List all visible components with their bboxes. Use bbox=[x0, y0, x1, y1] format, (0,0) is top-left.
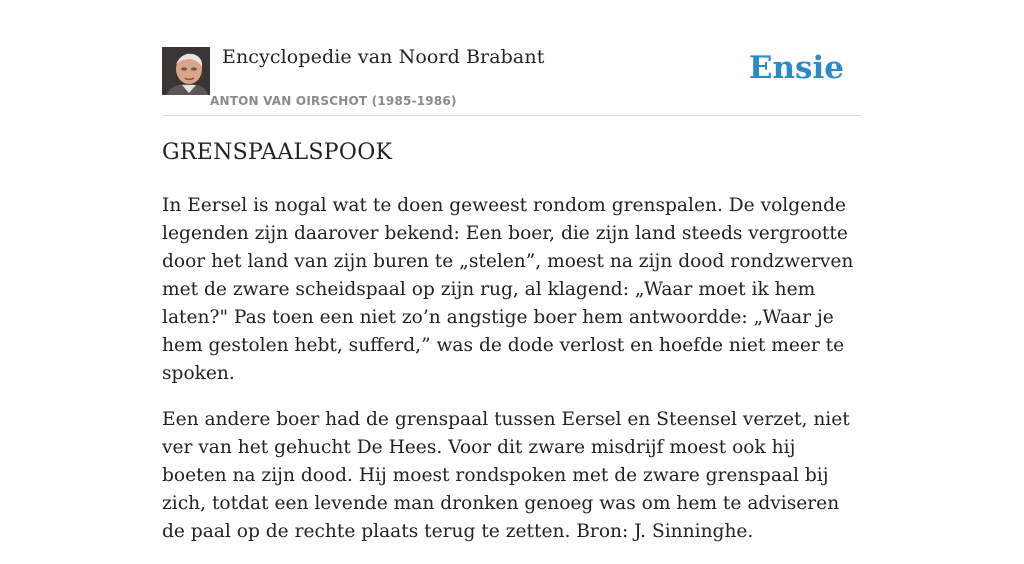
publication-title[interactable]: Encyclopedie van Noord Brabant bbox=[222, 46, 545, 68]
ensie-logo[interactable]: Ensie bbox=[748, 50, 844, 86]
article-body bbox=[162, 192, 864, 564]
author-avatar[interactable] bbox=[162, 47, 210, 95]
header bbox=[162, 44, 862, 116]
author-portrait-icon bbox=[162, 47, 210, 95]
article-title: GRENSPAALSPOOK bbox=[162, 140, 393, 165]
article-paragraph: In Eersel is nogal wat te doen geweest rondom grenspalen. De volgende legenden zijn daarover bekend: Een boer, die zijn land steeds vergrootte door het land van zijn buren te „stelen”, moest na zijn dood rondzwerven met de zware scheidspaal op zijn rug, al klagend: „Waar moet ik hem laten?" Pas toen een niet zo’n angstige boer hem antwoordde: „Waar je hem gestolen hebt, sufferd,” was de dode verlost en hoefde niet meer te spoken. bbox=[162, 195, 854, 384]
article-paragraph: Een andere boer had de grenspaal tussen Eersel en Steensel verzet, niet ver van het gehucht De Hees. Voor dit zware misdrijf moest ook hij boeten na zijn dood. Hij moest rondspoken met de zware grenspaal bij zich, totdat een levende man dronken genoeg was om hem te adviseren de paal op de rechte plaats terug te zetten. Bron: J. Sinninghe. bbox=[162, 409, 850, 542]
author-name[interactable]: ANTON VAN OIRSCHOT (1985-1986) bbox=[210, 94, 457, 108]
